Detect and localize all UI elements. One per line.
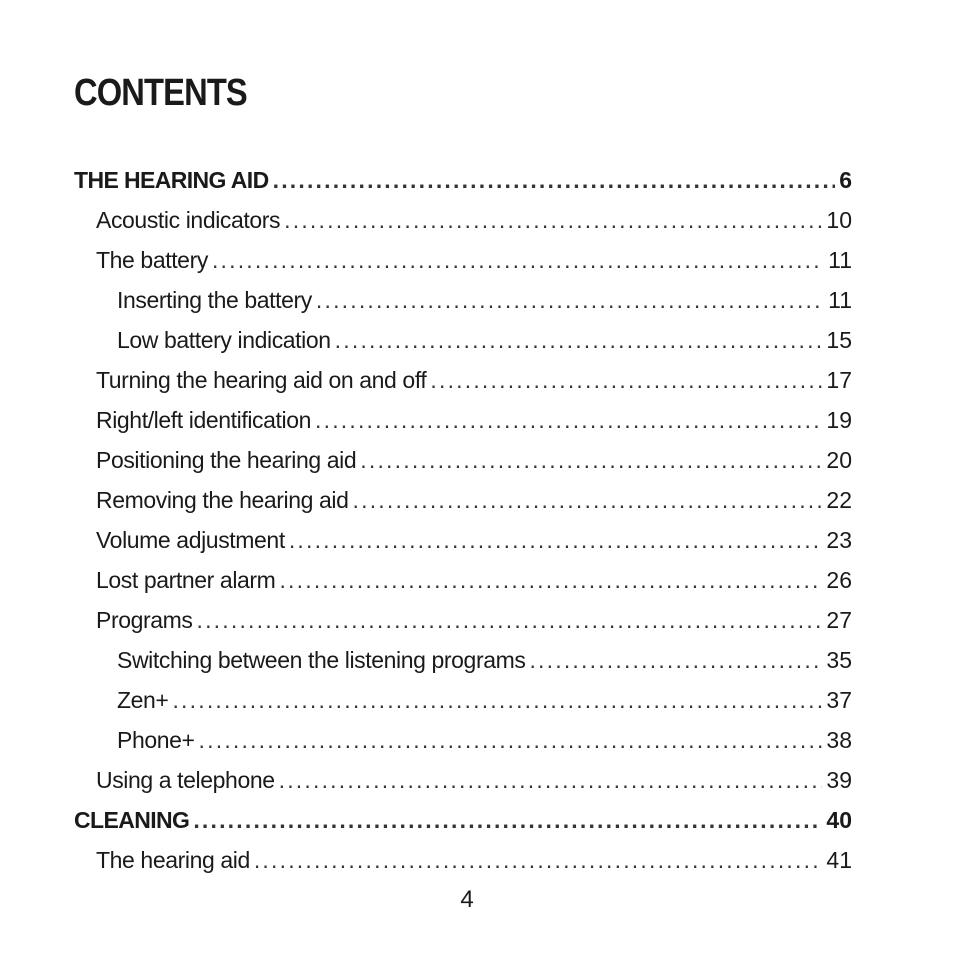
- toc-entry-label: CLEANING: [74, 806, 190, 833]
- toc-entry-zen-plus[interactable]: [74, 680, 852, 720]
- dot-leader: [360, 447, 822, 474]
- toc-entry-label: THE HEARING AID: [74, 166, 269, 193]
- toc-entry-label: Positioning the hearing aid: [96, 446, 357, 473]
- toc-entry-page: 6: [839, 166, 852, 193]
- toc-entry-page: 26: [826, 566, 852, 593]
- toc-entry-lost-partner-alarm[interactable]: [74, 560, 852, 600]
- toc-entry-label: Programs: [96, 606, 193, 633]
- dot-leader: [172, 687, 822, 714]
- toc-entry-label: The hearing aid: [96, 846, 250, 873]
- toc-entry-label: Right/left identification: [96, 406, 312, 433]
- toc-entry-page: 27: [826, 606, 852, 633]
- toc-entry-cleaning[interactable]: [74, 800, 852, 840]
- dot-leader: [273, 167, 836, 194]
- toc-entry-page: 15: [826, 326, 852, 353]
- toc-entry-page: 35: [826, 646, 852, 673]
- toc-entry-page: 11: [828, 246, 852, 273]
- toc-entry-page: 10: [826, 206, 852, 233]
- toc-entry-label: The battery: [96, 246, 208, 273]
- toc-entry-turning-on-off[interactable]: [74, 360, 852, 400]
- dot-leader: [289, 527, 823, 554]
- toc-entry-programs[interactable]: [74, 600, 852, 640]
- toc-entry-page: 20: [826, 446, 852, 473]
- toc-entry-inserting-the-battery[interactable]: [74, 280, 852, 320]
- toc-entry-label: Phone+: [117, 726, 195, 753]
- toc-entry-label: Inserting the battery: [117, 286, 312, 313]
- toc-entry-page: 37: [826, 686, 852, 713]
- toc-entry-removing[interactable]: [74, 480, 852, 520]
- dot-leader: [212, 247, 824, 274]
- toc-entry-label: Acoustic indicators: [96, 206, 281, 233]
- toc-entry-the-battery[interactable]: [74, 240, 852, 280]
- toc-entry-label: Volume adjustment: [96, 526, 285, 553]
- toc-entry-page: 23: [826, 526, 852, 553]
- toc-entry-phone-plus[interactable]: [74, 720, 852, 760]
- dot-leader: [353, 487, 823, 514]
- table-of-contents: [74, 160, 852, 880]
- toc-entry-page: 19: [826, 406, 852, 433]
- toc-entry-label: Low battery indication: [117, 326, 331, 353]
- toc-entry-page: 22: [826, 486, 852, 513]
- toc-entry-switching-programs[interactable]: [74, 640, 852, 680]
- toc-entry-the-hearing-aid[interactable]: [74, 160, 852, 200]
- dot-leader: [279, 567, 822, 594]
- toc-entry-acoustic-indicators[interactable]: [74, 200, 852, 240]
- toc-entry-using-a-telephone[interactable]: [74, 760, 852, 800]
- toc-entry-low-battery-indication[interactable]: [74, 320, 852, 360]
- dot-leader: [197, 607, 823, 634]
- toc-entry-page: 11: [828, 286, 852, 313]
- toc-entry-page: 41: [826, 846, 852, 873]
- toc-entry-page: 38: [826, 726, 852, 753]
- toc-entry-page: 39: [826, 766, 852, 793]
- dot-leader: [335, 327, 823, 354]
- toc-entry-volume-adjustment[interactable]: [74, 520, 852, 560]
- dot-leader: [316, 287, 824, 314]
- toc-entry-right-left-identification[interactable]: [74, 400, 852, 440]
- dot-leader: [315, 407, 822, 434]
- dot-leader: [284, 207, 822, 234]
- toc-entry-page: 40: [826, 806, 852, 833]
- toc-entry-page: 17: [826, 366, 852, 393]
- page-title: CONTENTS: [74, 72, 247, 114]
- dot-leader: [199, 727, 823, 754]
- toc-entry-positioning[interactable]: [74, 440, 852, 480]
- toc-entry-label: Lost partner alarm: [96, 566, 276, 593]
- toc-entry-label: Using a telephone: [96, 766, 275, 793]
- toc-entry-label: Removing the hearing aid: [96, 486, 349, 513]
- dot-leader: [254, 847, 823, 874]
- dot-leader: [529, 647, 822, 674]
- dot-leader: [430, 367, 822, 394]
- toc-entry-label: Zen+: [117, 686, 169, 713]
- toc-entry-label: Turning the hearing aid on and off: [96, 366, 427, 393]
- toc-entry-label: Switching between the listening programs: [117, 646, 526, 673]
- dot-leader: [193, 807, 822, 834]
- dot-leader: [279, 767, 823, 794]
- page-number: 4: [460, 886, 474, 913]
- toc-entry-cleaning-the-hearing-aid[interactable]: [74, 840, 852, 880]
